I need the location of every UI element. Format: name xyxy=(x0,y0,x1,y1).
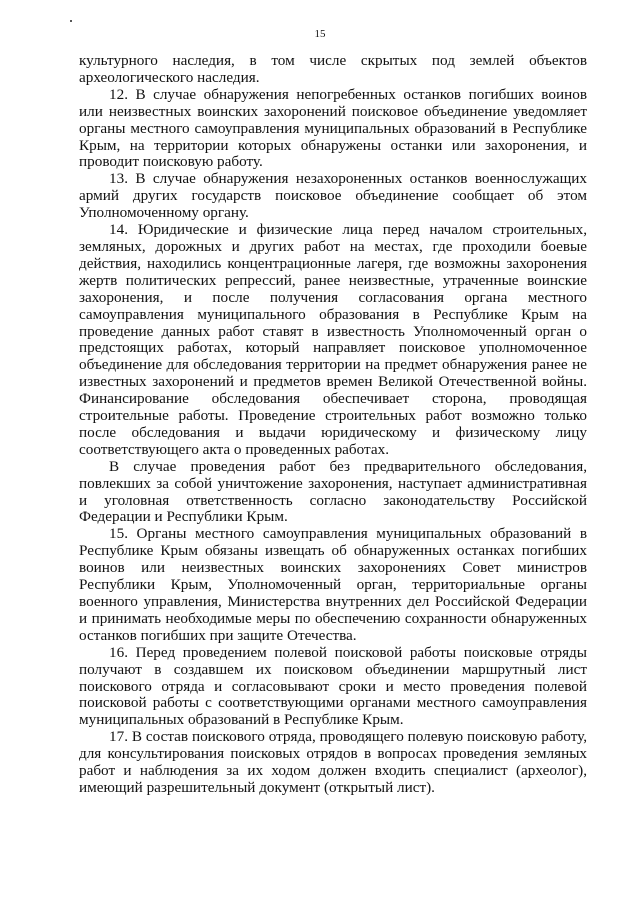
paragraph-item-16: 16. Перед проведением полевой поисковой работы поисковые отряды получают в создавшем их поисковом объединении маршрутный лист поискового отряда и согласовывают сроки и место проведения полевой поисковой работы с соответствующими органами местного самоуправления муниципальных образований в Республике Крым. xyxy=(79,643,587,729)
paragraph-item-13: 13. В случае обнаружения незахороненных останков военнослужащих армий других государств поисковое объединение сообщает об этом Уполномоченному органу. xyxy=(79,170,587,222)
paragraph-item-12: 12. В случае обнаружения непогребенных останков погибших воинов или неизвестных воинских захоронений поисковое объединение уведомляет органы местного самоуправления муниципальных образований в Республике Крым, на территории которых обнаружены останки или захоронения, и проводит поисковую работу. xyxy=(79,85,587,171)
paragraph-item-14: 14. Юридические и физические лица перед началом строительных, земляных, дорожных и других работ на местах, где проходили боевые действия, находились концентрационные лагеря, где возможны захоронения жертв политических репрессий, ранее неизвестные, утраченные воинские захоронения, и после получения согласования органа местного самоуправления муниципального образования в Республике Крым на проведение данных работ ставят в известность Уполномоченный орган о предстоящих работах, который направляет поисковое уполномоченное объединение для обследования территории на предмет обнаружения ранее не известных захоронений и предметов времен Великой Отечественной войны. Финансирование обследования обеспечивает сторона, проводящая строительные работы. Проведение строительных работ возможно только после обследования и выдачи юридическому и физическому лицу соответствующего акта о проведенных работах. xyxy=(79,221,587,458)
document-body xyxy=(79,53,587,797)
paragraph-continuation: культурного наследия, в том числе скрытых под землей объектов археологического наследия. xyxy=(79,52,587,86)
paragraph-item-15: 15. Органы местного самоуправления муниципальных образований в Республике Крым обязаны извещать об обнаруженных останках погибших воинов или неизвестных воинских захоронениях Совет министров Республики Крым, Уполномоченный орган, территориальные органы военного управления, Министерства внутренних дел Российской Федерации и принимать необходимые меры по обеспечению сохранности обнаруженных останков погибших при защите Отечества. xyxy=(79,525,587,644)
scan-dot-mark xyxy=(70,20,72,22)
paragraph-item-14-continuation: В случае проведения работ без предварительного обследования, повлекших за собой уничтожение захоронения, наступает административная и уголовная ответственность согласно законодательству Российской Федерации и Республики Крым. xyxy=(79,457,587,526)
paragraph-item-17: 17. В состав поискового отряда, проводящего полевую поисковую работу, для консультирования поисковых отрядов в вопросах проведения земляных работ и наблюдения за их ходом должен входить специалист (археолог), имеющий разрешительный документ (открытый лист). xyxy=(79,728,587,796)
page-number: 15 xyxy=(314,28,326,40)
